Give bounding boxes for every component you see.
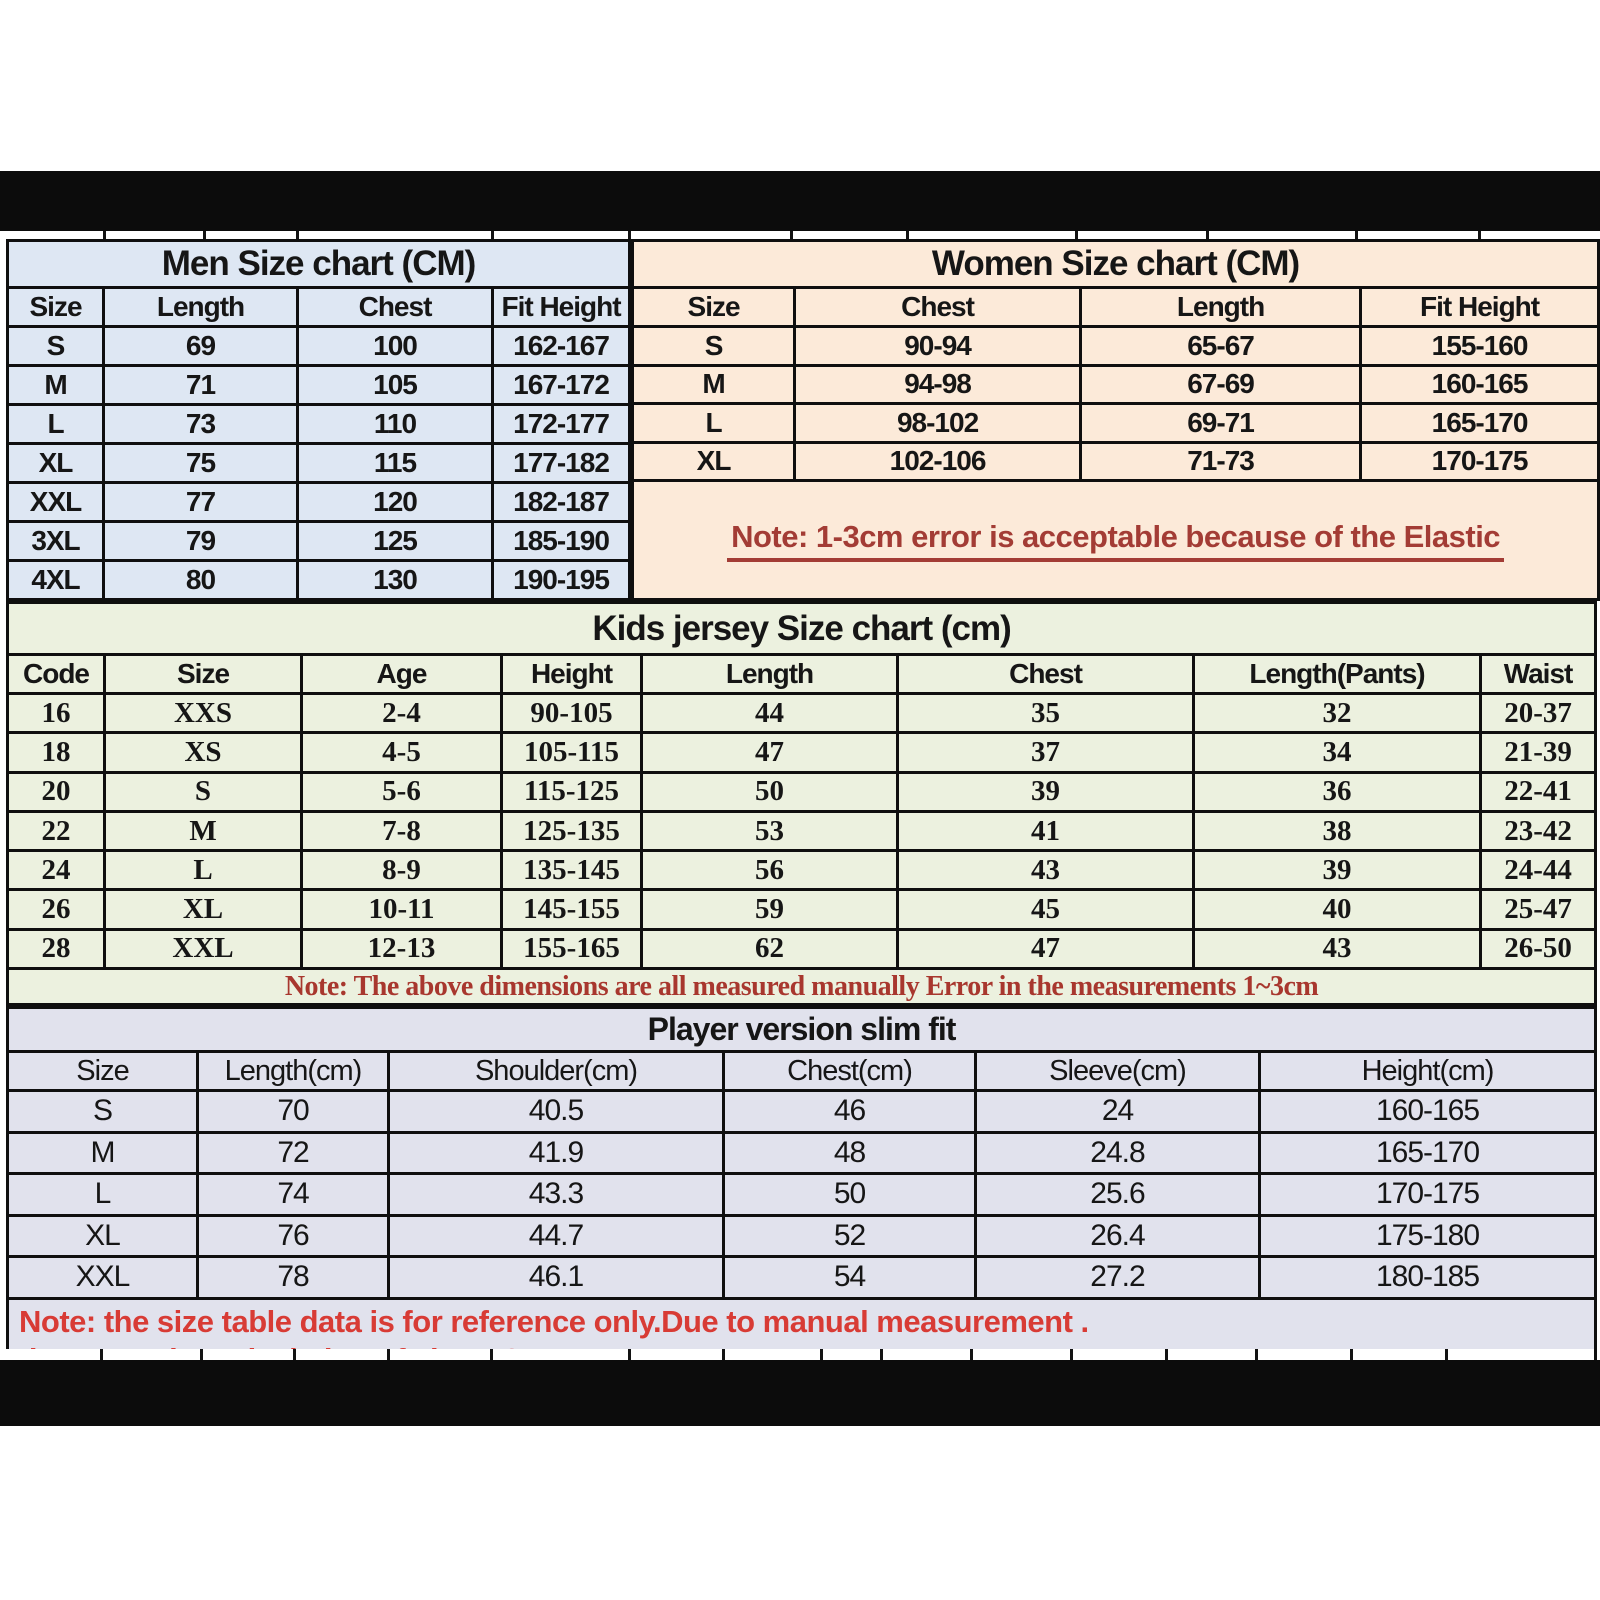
table-cell: 25.6 [976,1174,1260,1216]
column-remnant-tick [490,1349,493,1360]
table-cell: XL [8,444,104,483]
column-remnant-tick [296,231,299,239]
table-cell: XXS [105,694,302,733]
table-cell: M [8,1132,198,1174]
table-cell: 98-102 [795,404,1081,443]
column-remnant-tick [387,1349,390,1360]
table-cell: 4-5 [302,733,502,772]
women-elastic-note: Note: 1-3cm error is acceptable because of the Elastic [727,519,1504,562]
table-cell: 18 [8,733,105,772]
table-row [8,929,1596,968]
table-cell: 26 [8,890,105,929]
table-cell: XL [8,1215,198,1257]
table-cell: 43.3 [389,1174,724,1216]
table-cell: 105-115 [502,733,642,772]
table-cell: 26-50 [1481,929,1596,968]
table-row [8,1257,1596,1299]
column-header: Length [642,655,898,694]
table-cell: 90-105 [502,694,642,733]
table-row [8,851,1596,890]
table-cell: 12-13 [302,929,502,968]
player-table-title: Player version slim fit [8,1008,1596,1052]
table-cell: 172-177 [493,405,630,444]
table-cell: 32 [1194,694,1481,733]
table-cell: 165-170 [1260,1132,1596,1174]
column-remnant-tick [1445,1349,1448,1360]
kids-note-row [8,969,1596,1005]
table-cell: 62 [642,929,898,968]
table-cell: 37 [898,733,1194,772]
table-cell: 160-165 [1260,1091,1596,1133]
women-note-cell [633,481,1599,600]
column-remnant-tick [722,1349,725,1360]
table-cell: 39 [898,772,1194,811]
table-cell: 46 [724,1091,976,1133]
table-cell: 22-41 [1481,772,1596,811]
table-cell: 110 [298,405,493,444]
table-cell: XXL [105,929,302,968]
table-cell: 155-160 [1361,327,1599,366]
column-header: Length(cm) [198,1052,389,1091]
table-cell: 160-165 [1361,365,1599,404]
column-header: Chest [298,288,493,327]
column-remnant-tick [200,1349,203,1360]
women-size-table [631,239,1600,601]
column-remnant-tick [820,1349,823,1360]
column-header: Height [502,655,642,694]
table-cell: 80 [104,561,298,600]
table-cell: 24.8 [976,1132,1260,1174]
bottom-row-remnant-strip [6,1349,1594,1360]
men-women-section [6,239,1594,601]
table-cell: S [105,772,302,811]
table-row [633,365,1599,404]
column-header: Fit Height [493,288,630,327]
table-row [8,811,1596,850]
women-note-row [633,481,1599,600]
women-table-body [633,327,1599,481]
women-table-title: Women Size chart (CM) [633,241,1599,288]
table-cell: 26.4 [976,1215,1260,1257]
table-cell: 52 [724,1215,976,1257]
top-black-bar [0,171,1600,231]
table-cell: 145-155 [502,890,642,929]
table-cell: 2-4 [302,694,502,733]
column-remnant-tick [1355,231,1358,239]
table-cell: 25-47 [1481,890,1596,929]
table-cell: 50 [642,772,898,811]
table-cell: 167-172 [493,366,630,405]
table-cell: M [8,366,104,405]
table-cell: 102-106 [795,442,1081,481]
kids-table-title-row [8,603,1596,655]
table-cell: 27.2 [976,1257,1260,1299]
men-size-table [6,239,631,601]
table-row [8,1091,1596,1133]
table-cell: 78 [198,1257,389,1299]
table-cell: 56 [642,851,898,890]
table-cell: 120 [298,483,493,522]
table-cell: 16 [8,694,105,733]
table-cell: 72 [198,1132,389,1174]
men-table-title-row [8,241,630,288]
table-cell: 77 [104,483,298,522]
table-cell: 24-44 [1481,851,1596,890]
column-remnant-tick [203,231,206,239]
top-row-remnant-strip [6,231,1594,239]
table-cell: 170-175 [1260,1174,1596,1216]
table-cell: 41 [898,811,1194,850]
column-remnant-tick [1478,231,1481,239]
men-table-title: Men Size chart (CM) [8,241,630,288]
table-cell: 46.1 [389,1257,724,1299]
table-cell: 45 [898,890,1194,929]
column-header: Length [1081,288,1361,327]
table-cell: 100 [298,327,493,366]
table-cell: 21-39 [1481,733,1596,772]
table-cell: 115 [298,444,493,483]
column-remnant-tick [1165,1349,1168,1360]
table-row [8,772,1596,811]
column-header: Shoulder(cm) [389,1052,724,1091]
table-cell: 20-37 [1481,694,1596,733]
kids-table-title: Kids jersey Size chart (cm) [8,603,1596,655]
table-cell: 47 [898,929,1194,968]
table-cell: 35 [898,694,1194,733]
table-row [8,366,630,405]
table-cell: 185-190 [493,522,630,561]
table-row [8,327,630,366]
column-header: Sleeve(cm) [976,1052,1260,1091]
women-table-header-row [633,288,1599,327]
table-cell: 38 [1194,811,1481,850]
table-cell: 10-11 [302,890,502,929]
column-remnant-tick [906,231,909,239]
kids-measurement-note: Note: The above dimensions are all measured manually Error in the measurements 1~3cm [8,969,1596,1005]
table-cell: 54 [724,1257,976,1299]
kids-table-body [8,694,1596,969]
table-cell: 4XL [8,561,104,600]
column-remnant-tick [1350,1349,1353,1360]
column-remnant-tick [1255,1349,1258,1360]
table-cell: 162-167 [493,327,630,366]
table-cell: 170-175 [1361,442,1599,481]
table-row [8,890,1596,929]
column-remnant-tick [880,1349,883,1360]
table-cell: XS [105,733,302,772]
kids-table-header-row [8,655,1596,694]
table-cell: 43 [1194,929,1481,968]
table-cell: L [633,404,795,443]
table-cell: 130 [298,561,493,600]
column-remnant-tick [293,1349,296,1360]
table-cell: 41.9 [389,1132,724,1174]
column-header: Age [302,655,502,694]
table-cell: 155-165 [502,929,642,968]
reference-note-line-1: Note: the size table data is for reference only.Due to manual measurement . [19,1303,1089,1339]
column-remnant-tick [1075,231,1078,239]
table-cell: M [105,811,302,850]
table-cell: L [105,851,302,890]
table-row [8,561,630,600]
table-cell: 39 [1194,851,1481,890]
bottom-black-bar [0,1360,1600,1426]
size-tables-region [6,239,1594,1387]
player-size-table [6,1006,1597,1387]
table-row [8,1174,1596,1216]
table-cell: 180-185 [1260,1257,1596,1299]
table-cell: 182-187 [493,483,630,522]
table-row [8,694,1596,733]
column-remnant-tick [100,1349,103,1360]
column-header: Length [104,288,298,327]
column-remnant-tick [970,1349,973,1360]
men-table-header-row [8,288,630,327]
table-cell: S [8,1091,198,1133]
player-table-body [8,1091,1596,1299]
table-row [633,442,1599,481]
table-row [8,405,630,444]
column-header: Chest(cm) [724,1052,976,1091]
column-header: Waist [1481,655,1596,694]
table-cell: 22 [8,811,105,850]
table-cell: S [633,327,795,366]
table-cell: 105 [298,366,493,405]
table-cell: 40.5 [389,1091,724,1133]
table-row [8,733,1596,772]
column-header: Size [633,288,795,327]
table-cell: 43 [898,851,1194,890]
table-row [633,327,1599,366]
table-cell: 59 [642,890,898,929]
table-row [8,522,630,561]
table-cell: S [8,327,104,366]
table-cell: 115-125 [502,772,642,811]
table-cell: 48 [724,1132,976,1174]
column-header: Size [8,1052,198,1091]
table-cell: 40 [1194,890,1481,929]
table-cell: L [8,1174,198,1216]
table-cell: 34 [1194,733,1481,772]
table-row [8,483,630,522]
table-cell: 5-6 [302,772,502,811]
column-remnant-tick [1070,1349,1073,1360]
table-cell: 73 [104,405,298,444]
table-cell: 67-69 [1081,365,1361,404]
column-remnant-tick [628,231,631,239]
table-cell: XL [105,890,302,929]
kids-size-table [6,601,1597,1006]
table-cell: 23-42 [1481,811,1596,850]
table-cell: 8-9 [302,851,502,890]
player-table-header-row [8,1052,1596,1091]
table-row [8,1132,1596,1174]
table-cell: 79 [104,522,298,561]
table-cell: 69 [104,327,298,366]
column-header: Code [8,655,105,694]
table-cell: 24 [8,851,105,890]
table-cell: 175-180 [1260,1215,1596,1257]
table-cell: 70 [198,1091,389,1133]
player-table-title-row [8,1008,1596,1052]
table-cell: 44 [642,694,898,733]
column-remnant-tick [103,231,106,239]
table-row [8,1215,1596,1257]
table-cell: 75 [104,444,298,483]
column-remnant-tick [491,231,494,239]
column-header: Height(cm) [1260,1052,1596,1091]
table-cell: 190-195 [493,561,630,600]
table-cell: XL [633,442,795,481]
column-remnant-tick [1206,231,1209,239]
table-cell: L [8,405,104,444]
column-header: Size [105,655,302,694]
table-cell: 94-98 [795,365,1081,404]
table-cell: 3XL [8,522,104,561]
table-cell: 47 [642,733,898,772]
table-cell: XXL [8,483,104,522]
table-cell: 177-182 [493,444,630,483]
table-cell: 69-71 [1081,404,1361,443]
table-cell: 7-8 [302,811,502,850]
table-cell: 90-94 [795,327,1081,366]
column-remnant-tick [790,231,793,239]
table-cell: 71 [104,366,298,405]
table-cell: 20 [8,772,105,811]
table-cell: 71-73 [1081,442,1361,481]
table-cell: M [633,365,795,404]
table-cell: 24 [976,1091,1260,1133]
table-cell: 165-170 [1361,404,1599,443]
table-cell: 36 [1194,772,1481,811]
column-header: Length(Pants) [1194,655,1481,694]
table-row [633,404,1599,443]
table-cell: XXL [8,1257,198,1299]
column-header: Fit Height [1361,288,1599,327]
column-header: Chest [898,655,1194,694]
column-header: Size [8,288,104,327]
table-cell: 50 [724,1174,976,1216]
table-cell: 125-135 [502,811,642,850]
table-cell: 76 [198,1215,389,1257]
table-cell: 28 [8,929,105,968]
table-cell: 125 [298,522,493,561]
column-header: Chest [795,288,1081,327]
table-cell: 53 [642,811,898,850]
column-remnant-tick [628,1349,631,1360]
table-row [8,444,630,483]
women-table-title-row [633,241,1599,288]
table-cell: 135-145 [502,851,642,890]
table-cell: 44.7 [389,1215,724,1257]
men-table-body [8,327,630,600]
table-cell: 65-67 [1081,327,1361,366]
table-cell: 74 [198,1174,389,1216]
